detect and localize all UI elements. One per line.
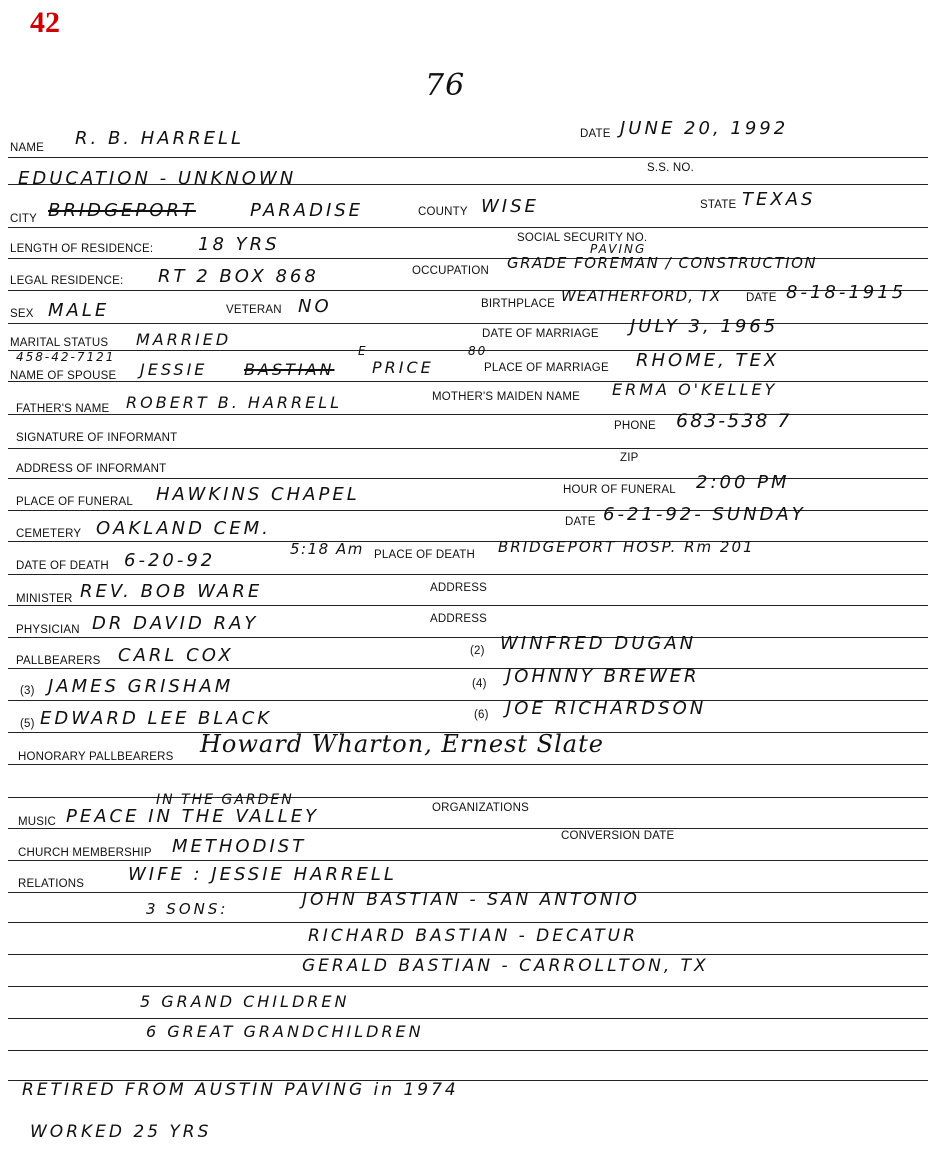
pallbearer-2-value: WINFRED DUGAN xyxy=(500,633,697,654)
ssno-label: S.S. NO. xyxy=(647,162,694,174)
spouse-last-value: PRICE xyxy=(372,358,434,377)
education-rule xyxy=(8,184,928,185)
date-label: DATE xyxy=(580,128,611,140)
state-value: TEXAS xyxy=(742,189,816,210)
birth-date-label: DATE xyxy=(746,292,777,304)
name-label: NAME xyxy=(10,142,45,154)
note-line-1: RETIRED FROM AUSTIN PAVING in 1974 xyxy=(22,1080,459,1100)
relation-wife-value: WIFE : JESSIE HARRELL xyxy=(128,864,397,885)
church-membership-value: METHODIST xyxy=(172,836,307,857)
pallbearer-5-label: (5) xyxy=(20,718,35,730)
relations-rule-5 xyxy=(8,1018,928,1019)
pallbearer-4-label: (4) xyxy=(472,678,487,690)
spouse-struck-value: BASTIAN xyxy=(244,360,335,379)
name-rule xyxy=(8,157,928,158)
date-of-death-value: 6-20-92 xyxy=(124,550,216,571)
cemetery-rule xyxy=(8,541,928,542)
spouse-initial-value: E xyxy=(358,344,368,358)
city-value: PARADISE xyxy=(250,200,364,221)
spouse-first-value: JESSIE xyxy=(140,360,208,379)
city-struck-value: BRIDGEPORT xyxy=(48,200,196,221)
minister-value: REV. BOB WARE xyxy=(80,581,263,602)
sex-value: MALE xyxy=(48,300,110,321)
honorary-pallbearers-label: HONORARY PALLBEARERS xyxy=(18,751,174,763)
hour-of-funeral-value: 2:00 PM xyxy=(696,472,790,493)
music-label: MUSIC xyxy=(18,816,57,828)
city-label: CITY xyxy=(10,213,37,225)
birthplace-label: BIRTHPLACE xyxy=(481,298,556,310)
music-value: PEACE IN THE VALLEY xyxy=(66,806,320,827)
relations-rule-6 xyxy=(8,1050,928,1051)
note-line-2: WORKED 25 YRS xyxy=(30,1122,212,1142)
relations-rule-4 xyxy=(8,986,928,987)
marital-status-value: MARRIED xyxy=(136,330,232,349)
relation-son-3-value: GERALD BASTIAN - CARROLLTON, TX xyxy=(302,956,709,976)
cemetery-value: OAKLAND CEM. xyxy=(96,518,271,539)
physician-rule xyxy=(8,637,928,638)
place-of-death-label: PLACE OF DEATH xyxy=(374,549,475,561)
address-of-informant-label: ADDRESS OF INFORMANT xyxy=(16,463,167,475)
pallbearer-1-value: CARL COX xyxy=(118,645,234,666)
church-membership-label: CHURCH MEMBERSHIP xyxy=(18,847,152,859)
city-rule xyxy=(8,227,928,228)
pallbearers-rule xyxy=(8,668,928,669)
date-of-death-label: DATE OF DEATH xyxy=(16,560,109,572)
spouse-note-value: 80 xyxy=(468,344,488,358)
length-of-residence-value: 18 YRS xyxy=(198,234,280,255)
page-marker: 42 xyxy=(30,6,60,39)
place-of-marriage-label: PLACE OF MARRIAGE xyxy=(484,362,609,374)
pallbearers-34-rule xyxy=(8,700,928,701)
minister-label: MINISTER xyxy=(16,593,73,605)
handwritten-page-number: 76 xyxy=(425,68,466,103)
physician-value: DR DAVID RAY xyxy=(92,613,259,634)
date-of-marriage-label: DATE OF MARRIAGE xyxy=(482,328,599,340)
relation-sons-label: 3 SONS: xyxy=(146,900,229,918)
cemetery-date-value: 6-21-92- SUNDAY xyxy=(603,504,806,525)
veteran-label: VETERAN xyxy=(226,304,282,316)
spouse-rule xyxy=(8,381,928,382)
marital-status-label: MARITAL STATUS xyxy=(10,337,109,349)
address-rule xyxy=(8,478,928,479)
sex-rule xyxy=(8,323,928,324)
death-rule xyxy=(8,574,928,575)
music-above-value: IN THE GARDEN xyxy=(156,792,294,808)
relations-rule-3 xyxy=(8,954,928,955)
zip-label: ZIP xyxy=(620,452,639,464)
length-of-residence-label: LENGTH OF RESIDENCE: xyxy=(10,243,154,255)
pallbearer-3-value: JAMES GRISHAM xyxy=(48,676,234,697)
pallbearer-4-value: JOHNNY BREWER xyxy=(506,666,700,687)
honorary-rule xyxy=(8,764,928,765)
occupation-above-value: PAVING xyxy=(590,242,647,256)
fathers-name-value: ROBERT B. HARRELL xyxy=(126,393,343,412)
pallbearer-3-label: (3) xyxy=(20,685,35,697)
place-of-funeral-label: PLACE OF FUNERAL xyxy=(16,496,133,508)
relation-son-1-value: JOHN BASTIAN - SAN ANTONIO xyxy=(302,890,640,910)
ssn-value: 458-42-7121 xyxy=(16,350,116,364)
date-value: JUNE 20, 1992 xyxy=(620,118,789,139)
mothers-maiden-name-label: MOTHER'S MAIDEN NAME xyxy=(432,391,581,403)
birth-date-value: 8-18-1915 xyxy=(786,282,907,303)
conversion-date-label: CONVERSION DATE xyxy=(561,830,675,842)
phone-label: PHONE xyxy=(614,420,656,432)
name-value: R. B. HARRELL xyxy=(75,128,245,149)
place-of-marriage-value: RHOME, TEX xyxy=(636,350,780,371)
veteran-value: NO xyxy=(298,296,332,317)
physician-label: PHYSICIAN xyxy=(16,624,80,636)
occupation-label: OCCUPATION xyxy=(412,265,489,277)
fathers-name-label: FATHER'S NAME xyxy=(16,403,110,415)
relation-son-2-value: RICHARD BASTIAN - DECATUR xyxy=(308,926,638,946)
honorary-pallbearers-value: Howard Wharton, Ernest Slate xyxy=(200,730,604,758)
mothers-maiden-name-value: ERMA O'KELLEY xyxy=(612,380,778,399)
education-value: EDUCATION - UNKNOWN xyxy=(18,168,297,189)
signature-rule xyxy=(8,448,928,449)
minister-address-label: ADDRESS xyxy=(430,582,487,594)
pallbearer-2-label: (2) xyxy=(470,645,485,657)
relation-grandchildren-value: 5 GRAND CHILDREN xyxy=(140,992,350,1011)
blank-rule-1 xyxy=(8,797,928,798)
place-of-death-value: BRIDGEPORT HOSP. Rm 201 xyxy=(498,538,755,556)
organizations-label: ORGANIZATIONS xyxy=(432,802,529,814)
cemetery-label: CEMETERY xyxy=(16,528,82,540)
relations-label: RELATIONS xyxy=(18,878,85,890)
county-value: WISE xyxy=(481,196,539,217)
state-label: STATE xyxy=(700,199,737,211)
hour-of-funeral-label: HOUR OF FUNERAL xyxy=(563,484,676,496)
social-security-label: SOCIAL SECURITY NO. xyxy=(517,232,648,244)
relations-rule-2 xyxy=(8,922,928,923)
phone-value: 683-538 7 xyxy=(676,410,792,432)
pallbearer-6-label: (6) xyxy=(474,709,489,721)
church-rule xyxy=(8,860,928,861)
physician-address-label: ADDRESS xyxy=(430,613,487,625)
time-of-death-value: 5:18 Am xyxy=(290,540,364,558)
pallbearers-label: PALLBEARERS xyxy=(16,655,101,667)
pallbearer-6-value: JOE RICHARDSON xyxy=(506,698,707,719)
music-rule xyxy=(8,828,928,829)
place-of-funeral-value: HAWKINS CHAPEL xyxy=(156,484,360,505)
sex-label: SEX xyxy=(10,308,34,320)
relation-great-grandchildren-value: 6 GREAT GRANDCHILDREN xyxy=(146,1022,424,1041)
cemetery-date-label: DATE xyxy=(565,516,596,528)
name-of-spouse-label: NAME OF SPOUSE xyxy=(10,370,117,382)
legal-residence-label: LEGAL RESIDENCE: xyxy=(10,275,124,287)
birthplace-value: WEATHERFORD, TX xyxy=(561,287,722,305)
pallbearer-5-value: EDWARD LEE BLACK xyxy=(40,708,273,729)
county-label: COUNTY xyxy=(418,206,468,218)
occupation-value: GRADE FOREMAN / CONSTRUCTION xyxy=(507,254,818,272)
signature-of-informant-label: SIGNATURE OF INFORMANT xyxy=(16,432,178,444)
legal-residence-value: RT 2 BOX 868 xyxy=(158,266,319,287)
date-of-marriage-value: JULY 3, 1965 xyxy=(630,316,779,337)
minister-rule xyxy=(8,605,928,606)
